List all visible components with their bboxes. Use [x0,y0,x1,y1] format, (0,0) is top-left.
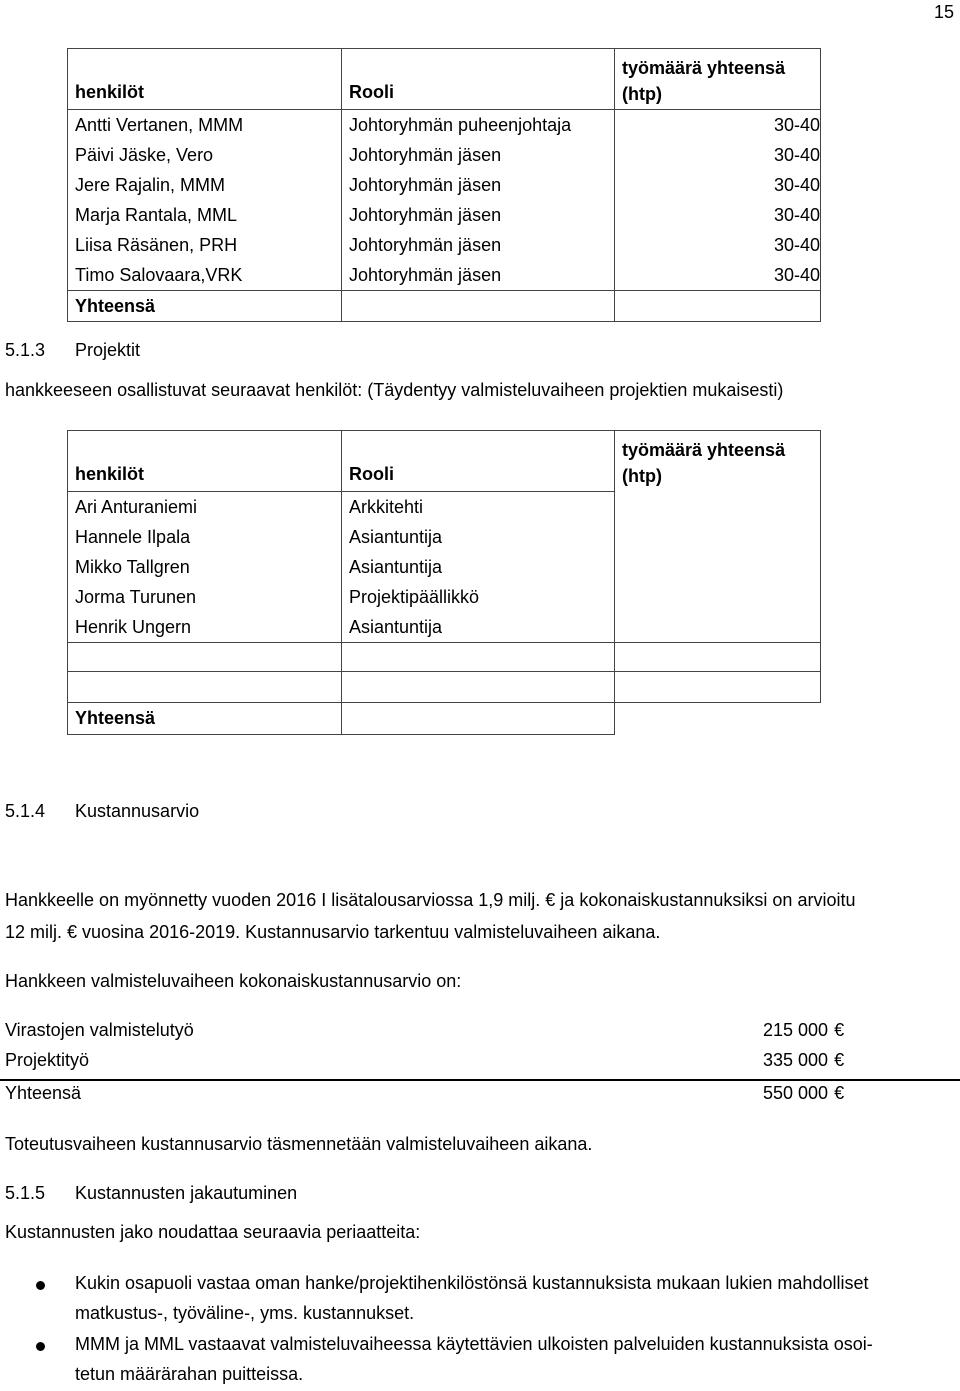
cost-label: Projektityö [5,1050,90,1070]
total-role-empty [342,291,615,322]
names-cell [68,492,342,643]
bullet-item-line2: tetun määrärahan puitteissa. [75,1364,304,1384]
table-row-name: Marja Rantala, MML [75,205,238,225]
table-row-name: Liisa Räsänen, PRH [75,235,238,255]
cost-amount: 335 000 € [763,1050,850,1071]
euro-sign: € [834,1050,845,1070]
table-empty-row [68,672,821,703]
header-role: Rooli [342,431,615,492]
table-row-role: Johtoryhmän jäsen [349,205,502,225]
header-effort [615,431,821,643]
header-people: henkilöt [68,49,342,110]
table-row-role: Johtoryhmän puheenjohtaja [349,115,572,135]
roles-cell [342,110,615,291]
header-effort-line2: (htp) [622,84,662,104]
table-row-role: Johtoryhmän jäsen [349,145,502,165]
header-effort-line1: työmäärä yhteensä [622,58,786,78]
table-empty-row [68,643,821,672]
table-row-role: Asiantuntija [349,527,443,547]
table-row-name: Jorma Turunen [75,587,197,607]
section-514-title: Kustannusarvio [75,801,200,821]
table-row-role: Johtoryhmän jäsen [349,265,502,285]
bullet-item-line1: MMM ja MML vastaavat valmisteluvaiheessa käytettävien ulkoisten palveluiden kustannuksista osoi- [75,1334,873,1354]
section-515-number: 5.1.5 [5,1183,46,1203]
section-515-intro: Kustannusten jako noudattaa seuraavia periaatteita: [5,1222,421,1242]
table-row-effort: 30-40 [773,205,820,225]
table-row-effort: 30-40 [773,115,820,135]
header-effort-line2: (htp) [622,466,662,486]
table-row-effort: 30-40 [773,235,820,255]
euro-sign: € [834,1020,845,1040]
total-effort-empty [615,291,821,322]
bullet-item-line1: Kukin osapuoli vastaa oman hanke/projektihenkilöstönsä kustannuksista mukaan lukien mahdolliset [75,1273,869,1293]
project-people-table [67,430,821,735]
table-header-row [68,431,821,492]
section-515-title: Kustannusten jakautuminen [75,1183,298,1203]
section-513-title: Projektit [75,340,141,360]
table-row-role: Asiantuntija [349,557,443,577]
section-513-number: 5.1.3 [5,340,46,360]
table-row-role: Johtoryhmän jäsen [349,235,502,255]
names-cell [68,110,342,291]
section-513-intro: hankkeeseen osallistuvat seuraavat henkilöt: (Täydentyy valmisteluvaiheen projektien mukaisesti) [5,380,784,400]
bullet-icon [36,1342,45,1351]
section-514-para1-line1: Hankkeelle on myönnetty vuoden 2016 I lisätalousarviossa 1,9 milj. € ja kokonaiskustannuksiksi on arvioitu [5,890,856,910]
table-row-effort: 30-40 [773,145,820,165]
header-effort [615,49,821,110]
table-row-name: Mikko Tallgren [75,557,190,577]
header-role: Rooli [342,49,615,110]
table-row-name: Henrik Ungern [75,617,192,637]
cost-label: Virastojen valmistelutyö [5,1020,194,1040]
table-row-name: Timo Salovaara,VRK [75,265,243,285]
section-514-para3: Toteutusvaiheen kustannusarvio täsmennetään valmisteluvaiheen aikana. [5,1134,593,1154]
roles-cell [342,492,615,643]
total-label: Yhteensä [68,703,342,735]
cost-amount: 215 000 € [763,1020,850,1041]
effort-cell [615,110,821,291]
table-row-role: Projektipäällikkö [349,587,480,607]
table-row-role: Johtoryhmän jäsen [349,175,502,195]
table-row-name: Päivi Jäske, Vero [75,145,214,165]
section-514-para1-line2: 12 milj. € vuosina 2016-2019. Kustannusarvio tarkentuu valmisteluvaiheen aikana. [5,922,661,942]
header-effort-line1: työmäärä yhteensä [622,440,786,460]
header-people: henkilöt [68,431,342,492]
table-total-row [68,703,821,735]
table-total-row [68,291,821,322]
table-row-role: Asiantuntija [349,617,443,637]
table-row-name: Antti Vertanen, MMM [75,115,244,135]
page-number: 15 [934,2,955,22]
table-row-effort: 30-40 [773,265,820,285]
table-row-name: Jere Rajalin, MMM [75,175,226,195]
table-row-effort: 30-40 [773,175,820,195]
table-row-name: Ari Anturaniemi [75,497,198,517]
cost-total-amount: 550 000 € [763,1083,850,1104]
section-514-para2: Hankkeen valmisteluvaiheen kokonaiskustannusarvio on: [5,971,462,991]
table-header-row [68,49,821,110]
table-row-role: Arkkitehti [349,497,424,517]
section-514-number: 5.1.4 [5,801,46,821]
table-row-name: Hannele Ilpala [75,527,191,547]
total-divider [0,1079,960,1081]
table-body [68,110,821,291]
total-label: Yhteensä [68,291,342,322]
euro-sign: € [834,1083,845,1103]
steering-group-table [67,48,821,322]
cost-total-label: Yhteensä [5,1083,82,1103]
bullet-item-line2: matkustus-, työväline-, yms. kustannukset. [75,1303,415,1323]
bullet-icon [36,1281,45,1290]
